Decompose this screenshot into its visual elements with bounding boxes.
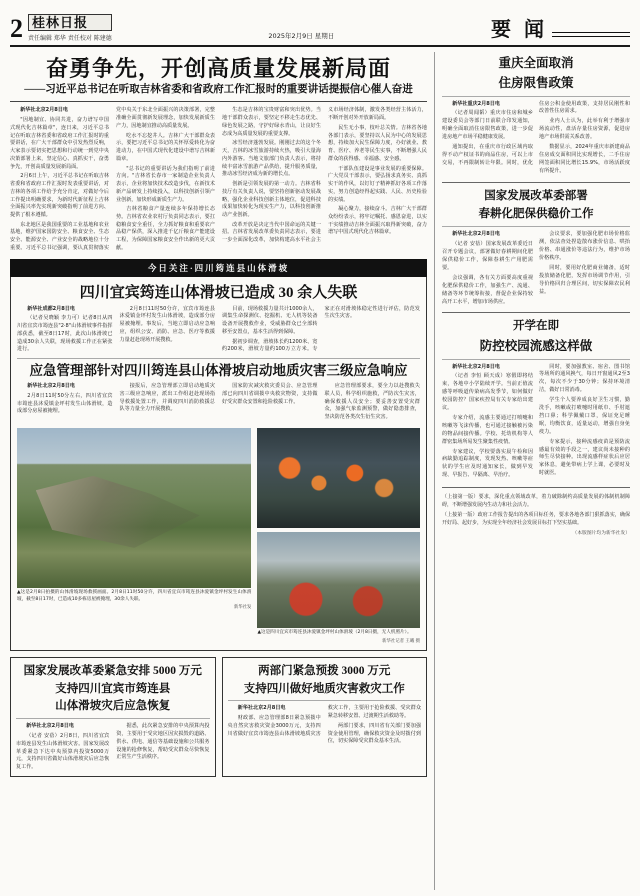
story-headline: 国家发展改革委紧急安排 5000 万元 [23, 664, 202, 677]
focus-para: 据初步调查，滑坡体长约1200米、宽约200米，滑坡方量约100万立方米。专家正在对滑坡体稳定性进行评估，防范发生次生灾害。 [222, 305, 420, 353]
story-para: 数据显示，2024年重庆市新建商品住房成交面积同比实现增长，二手住房网签面积同比增长15.9%，市场活跃度有所提升。 [539, 143, 630, 174]
story-headline-line1: 国家发展改革委部署 [484, 189, 588, 202]
focus-para: （记者吴晓颖 李力可）记者8日从四川省宜宾市筠连县"2·8"山体滑坡事件指挥部获悉，截至8日17时，此次山体滑坡已造成30余人失联，现场救援工作正在紧张进行。 [17, 315, 113, 353]
story-body [16, 723, 210, 771]
focus-para: 接报后，应急管理部立即启动地质灾害三级应急响应，派出工作组赶赴现场指导救援处置工作，并调度四川消防救援总队等力量全力开展搜救。 [119, 383, 215, 413]
story-dateline: 新华社北京2月8日电 [452, 363, 501, 370]
focus-article-b [17, 383, 420, 422]
story-subhead-1: 支持四川做好地质灾害救灾工作 [243, 682, 405, 695]
divider [17, 358, 420, 359]
focus-para: 应急管理部要求，要全力以赴搜救失联人员，科学组织施救，严防次生灾害，确保救援人员安全；要妥善安置受灾群众，加强气象监测预警，做好隐患排查，坚决防范各类次生衍生灾害。 [324, 383, 420, 421]
lead-para: "总书记的重要讲话为我们指明了前进方向。"吉林省长春市一家制造企业负责人表示，企业将加快技术改造步伐，在新技术新产品研发上持续投入，以科技创新引领产业创新，加快形成新质生产力。 [116, 165, 215, 203]
photo-caption: ▲这是2月8日拍摄的山体滑坡现场救援画面。2月8日11时50分许，四川省宜宾市筠连县沐爱镇金坪村发生山体滑坡，截至8日17时，已造成10多栋房屋被掩埋，30余人失联。 [17, 589, 252, 602]
focus-box [10, 277, 427, 651]
story-para: 两部门要求，四川省有关部门要加强资金使用管理，确保救灾资金及时拨付到位，切实保障受灾群众基本生活。 [327, 722, 421, 745]
photo-row [17, 428, 420, 644]
lead-para: 改革开放是决定当代中国命运的关键一招。吉林省发展改革委负责同志表示，要进一步全面深化改革，加快构建高水平社会主义市场经济体制，激发各类经营主体活力，不断开创对外开放新局面。 [222, 107, 427, 244]
focus-para: 2月8日11时50分许，宜宾市筠连县沐爱镇金坪村发生山体滑坡，造成部分房屋被掩埋。事发后，当地立即启动应急响应，组织公安、消防、应急、医疗等救援力量赶赴现场开展搜救。 [119, 305, 215, 343]
focus-article-a [17, 306, 420, 354]
lead-headline: 奋勇争先，开创高质量发展新局面 [45, 56, 391, 81]
divider [442, 182, 630, 183]
story-body [442, 101, 630, 176]
lead-para: 凝心聚力，接续奋斗。吉林广大干部群众纷纷表示，将牢记嘱托、感恩奋进，以实干实绩推动吉林全面振兴取得新突破，奋力谱写中国式现代化吉林篇章。 [328, 206, 427, 236]
story-para: 通知提出，在重庆市行政区域内取得不动产权证书的商品住房，可以上市交易，不再限制转让年限。同时，优化住房公积金使用政策，支持居民刚性和改善性住房需求。 [442, 100, 630, 166]
lead-para: 民生无小事，枝叶总关情。吉林省各地各部门表示，要坚持以人民为中心的发展思想，持续加大民生保障力度，办好就业、教育、医疗、养老等民生实事，不断增强人民群众的获得感、幸福感、安全感。 [328, 124, 427, 162]
editors-line: 责任编辑 郑华 责任校对 陈建德 [28, 35, 112, 42]
lead-para: "因地制宜、协同共进，奋力谱写中国式现代化吉林篇章"，连日来，习近平总书记在听取吉林省委和省政府工作汇报时的重要讲话，在广大干部群众中引发热烈反响，大家表示要切实把思想和行动统一到党中央决策部署上来，坚定信心、真抓实干，奋勇争先，开创高质量发展新局面。 [10, 117, 109, 170]
focus-band-title: 今日关注·四川筠连县山体滑坡 [10, 259, 427, 277]
lead-para: 干部队伍建设是事业发展的重要保障。广大党员干部表示，要弘扬求真务实、真抓实干的作风，以钉钉子精神抓好各项工作落实，努力创造经得起实践、人民、历史检验的实绩。 [328, 165, 427, 203]
landslide-photo-image [17, 428, 251, 588]
story-para: （记者 安蓓）国家发展改革委近日召开专题会议，部署做好春耕期间化肥保供稳价工作，保障春耕生产用肥需要。 [442, 241, 533, 271]
continuation-note-1: （上接第一版）要求，深化重点领域改革，着力破除制约高质量发展的体制机制障碍，不断增强发展内生动力和社会活力。 [442, 494, 630, 508]
story-school-flu [442, 319, 630, 481]
logo-box [28, 14, 112, 42]
photo-credit: 新华社发 [233, 605, 252, 611]
story-body [442, 231, 630, 306]
story-dateline: 新华社北京2月8日电 [237, 705, 286, 712]
section-title: 要 闻 [491, 19, 548, 41]
story-para: 据悉，此次紧急安排的中央预算内投资，主要用于受灾地区因灾损毁的道路、供水、供电、通信等基础设施和公共服务设施的抢修恢复，帮助受灾群众尽快恢复正常生产生活秩序。 [116, 723, 210, 761]
main-column [10, 52, 434, 890]
story-headline-line2: 住房限售政策 [498, 76, 574, 91]
lead-article-body [10, 107, 427, 252]
story-fertilizer-supply [442, 189, 630, 307]
story-para: （记者周闻韬）重庆市住房和城乡建设委员会等部门日前联合印发通知，明确全面取消住房限售政策，进一步促进房地产市场平稳健康发展。 [442, 110, 533, 141]
page-number: 2 [10, 14, 23, 43]
story-headline-line2: 春耕化肥保供稳价工作 [478, 208, 594, 221]
story-para: （记者 李恒 顾天成）寒假即将结束，各地中小学陆续开学。当前正值流感等呼吸道传染病高发季节，如何做好校园防控？国家疾控局有关专家给出建议。 [442, 373, 533, 412]
rescue-photo-image [257, 428, 420, 528]
lead-para: 生态是吉林的宝贵财富和突出优势。当地干部群众表示，要坚定不移走生态优先、绿色发展之路，守护好绿水青山，让良好生态成为高质量发展的重要支撑。 [222, 107, 321, 137]
story-headline-line2: 防控校园流感这样做 [479, 339, 593, 354]
story-para: （记者 安蓓）2月8日，四川省宜宾市筠连县发生山体滑坡灾害。国家发展改革委紧急下达中央预算内投资5000万元，支持四川省做好山体滑坡灾后应急恢复工作。 [16, 733, 110, 771]
continuation-note-2: （上接第一版）政府工作报告提出的各项目标任务，要求各地各部门狠抓落实，确保开好局、起好步，为实现全年经济社会发展目标打下坚实基础。 [442, 512, 630, 526]
story-para: 同时，要用好化肥商业储备，适时投放储备化肥，发挥市场调节作用，引导价格回归合理区间，切实保障农民利益。 [539, 264, 630, 295]
divider [228, 700, 422, 701]
divider [442, 312, 630, 313]
story-para: 专家介绍，流感主要通过打喷嚏和咳嗽等飞沫传播，也可通过接触被污染的物品间接传播。学校、托幼机构等人群密集场所易发生聚集性疫情。 [442, 414, 533, 445]
story-ndrc-funding [10, 657, 216, 777]
story-para: 专家建议，学校要落实晨午检和因病缺勤追踪制度，发现发热、咳嗽等症状的学生应及时通知家长，做到早发现、早报告、早隔离、早治疗。 [442, 448, 533, 479]
photo-landslide-site [17, 428, 251, 644]
divider [442, 226, 630, 227]
focus-para: 目前，现场救援力量共计1000余人，调集生命探测仪、挖掘机、无人机等装备设备开展搜救作业，受威胁群众已全部转移至安置点，基本生活得到保障。 [222, 305, 318, 335]
lead-para: 吃水不忘挖井人。吉林广大干部群众表示，要把习近平总书记的关怀厚爱转化为奋进动力，在中国式现代化建设中谱写吉林新篇章。 [116, 132, 215, 162]
tent-photo-image [257, 532, 420, 628]
story-dateline: 新华社北京2月8日电 [452, 231, 501, 238]
bottom-story-row [10, 657, 427, 777]
lead-para: 吉林省粮食产量连续多年保持增长态势。吉林省农业农村厅负责同志表示，要扛稳粮食安全重任，全力抓好粮食和重要农产品稳产保供，深入推进千亿斤粮食产能建设工程，为保障国家粮食安全作出新的更大贡献。 [116, 206, 215, 251]
story-para: 业内人士认为，此举有利于增强市场流动性，盘活存量住房资源，促进房地产市场供需关系改善。 [539, 118, 630, 141]
story-para: 学生个人要养成良好卫生习惯，勤洗手，咳嗽或打喷嚏时用纸巾、手肘遮挡口鼻；科学佩戴口罩，保证充足睡眠，均衡饮食，适量运动，增强自身免疫力。 [539, 397, 630, 435]
divider [442, 96, 630, 97]
story-para: 会议要求，要加强化肥市场价格监测，依法查处捏造散布涨价信息、哄抬价格、串通涨价等违法行为，维护市场价格秩序。 [539, 231, 630, 262]
lead-para: 2月6日上午，习近平总书记在听取吉林省委和省政府工作汇报时发表重要讲话，对吉林的各项工作给予充分肯定，对做好今后工作提出明确要求，为新时代新征程上吉林全面振兴率先实现新突破指明了前进方向、提供了根本遵循。 [10, 173, 109, 218]
story-body [228, 705, 422, 746]
lead-para: 东北地区是我国重要的工业基地和农业基地，维护国家国防安全、粮食安全、生态安全、能源安全、产业安全的战略地位十分重要。习近平总书记强调，要认真贯彻落实党中央关于东北全面振兴的决策部署，完整准确全面贯彻新发展理念，加快发展新质生产力，因地制宜推动高质量发展。 [10, 107, 215, 251]
story-para: 专家提示，接种流感疫苗是预防流感最有效的手段之一，建议尚未接种的师生尽快接种。出现流感样症状后应居家休息，避免带病上学上课，必要时及时就医。 [539, 438, 630, 477]
focus-headline-a: 四川宜宾筠连山体滑坡已造成 30 余人失联 [79, 284, 358, 301]
lead-para: 创新是引领发展的第一动力。吉林省科技厅有关负责人说，要坚持创新驱动发展战略，强化企业科技创新主体地位，促进科技成果加快转化为现实生产力，以科技创新推动产业创新。 [222, 181, 321, 218]
divider [16, 718, 210, 719]
story-para: 财政部、应急管理部8日紧急预拨中央自然灾害救灾资金3000万元，支持四川省做好宜宾市筠连县山体滑坡地质灾害救灾工作，主要用于抢险救援、受灾群众紧急转移安置、过渡期生活救助等。 [227, 705, 421, 737]
focus-headline-b: 应急管理部针对四川筠连县山体滑坡启动地质灾害三级应急响应 [29, 363, 408, 379]
story-dateline: 新华社重庆2月8日电 [452, 100, 501, 107]
story-dateline: 新华社北京2月8日电 [26, 723, 75, 730]
divider [442, 359, 630, 360]
body-grid [10, 52, 630, 890]
divider [10, 101, 427, 102]
photo-rescue-night [257, 428, 420, 644]
story-subhead-2: 山体滑坡灾后应急恢复 [55, 700, 171, 713]
right-column [434, 52, 630, 890]
divider [442, 487, 630, 488]
story-para: 同时，要加强教室、宿舍、图书馆等场所的通风换气，每日开窗通风2至3次，每次不少于30分钟；保持环境清洁，做好日常消毒。 [539, 363, 630, 394]
lead-dateline: 新华社北京2月8日电 [20, 107, 69, 114]
story-subhead-1: 支持四川宜宾市筠连县 [55, 682, 171, 695]
story-para: 会议强调，各有关方面要高度重视化肥保供稳价工作，加强生产、流通、储备等环节统筹衔接，督促企业保持较高开工水平，增加市场供应。 [442, 274, 533, 305]
photo-credit: 新华社记者 王曦 摄 [382, 638, 420, 644]
masthead [10, 8, 630, 47]
photo-caption: ▲这是四川宜宾市筠连县沐爱镇金坪村山体滑坡（2月8日摄，无人机照片）。 [257, 629, 412, 635]
story-headline-line1: 重庆全面取消 [498, 56, 574, 70]
lead-subhead: ——习近平总书记在听取吉林省委和省政府工作汇报时的重要讲话提振信心催人奋进 [24, 84, 413, 96]
focus-para: 国家防灾减灾救灾委员会、应急管理部已向四川省调拨中央救灾物资，支持做好受灾群众安置和抢险救援工作。 [222, 383, 318, 405]
focus-dateline-b: 新华社北京2月8日电 [27, 383, 76, 390]
story-headline-line1: 开学在即 [513, 320, 559, 333]
issue-date: 2025年2月9日 星期日 [268, 32, 335, 40]
lead-para: 冰雪经济蓬勃发展。刚刚过去的这个冬天，吉林的冰雪旅游持续火热，吸引大量海内外游客。当地文旅部门负责人表示，将持续丰富冰雪旅游产品供给，提升服务质量，推动冰雪经济成为新的增长点。 [222, 140, 321, 178]
masthead-rule [552, 32, 630, 37]
story-body [442, 364, 630, 481]
story-chongqing-housing [442, 55, 630, 176]
story-relief-funds [222, 657, 428, 777]
story-headline: 两部门紧急预拨 3000 万元 [258, 664, 391, 677]
newspaper-logo: 桂林日报 [28, 14, 112, 31]
focus-para: 2月8日11时50分左右，四川省宜宾市筠连县沐爱镇金坪村发生山体滑坡，造成部分房屋被掩埋。 [17, 392, 113, 415]
focus-dateline-a: 新华社成都2月8日电 [27, 305, 76, 312]
page-photo-credit: （本版图片均为新华社发） [572, 531, 630, 537]
